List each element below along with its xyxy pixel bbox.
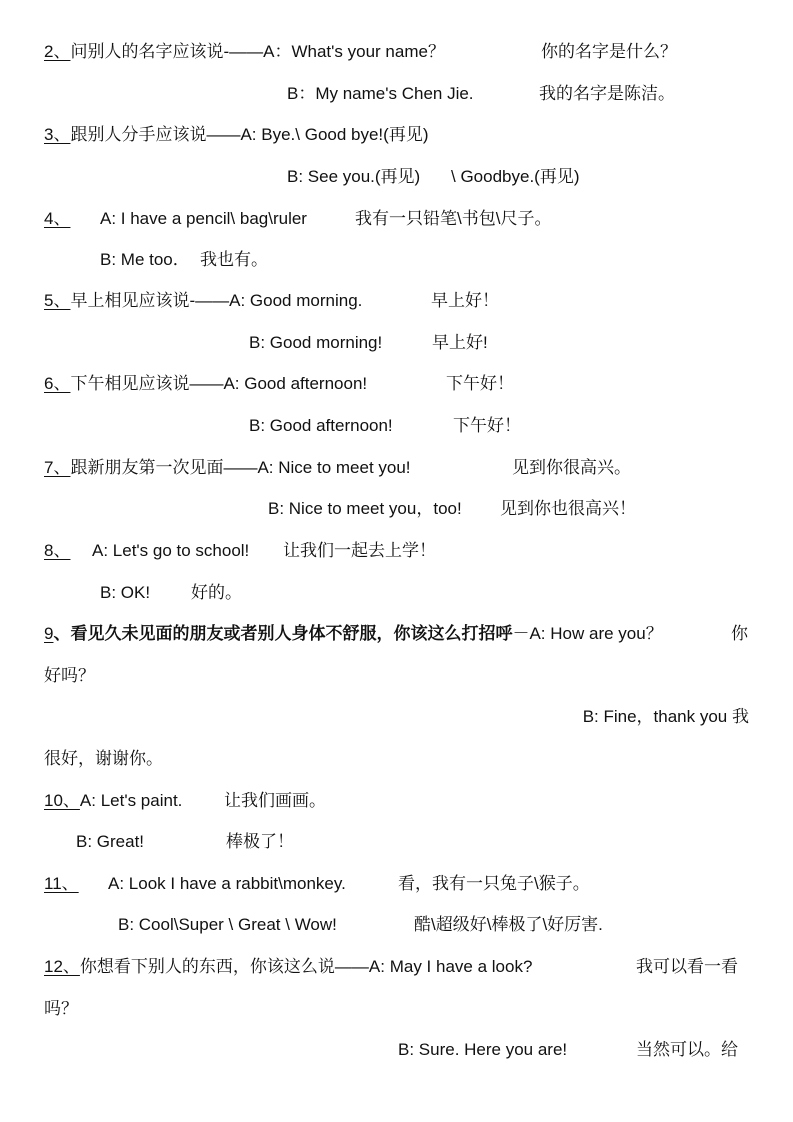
item-10-question bbox=[44, 789, 182, 813]
item-8-question bbox=[44, 539, 92, 563]
item-number: 5、 bbox=[44, 291, 71, 310]
item-12-question bbox=[44, 955, 532, 979]
item-4-question bbox=[44, 207, 98, 231]
item-label: 早上相见应该说-—— bbox=[70, 291, 230, 310]
chinese-translation: 让我们画画。 bbox=[224, 791, 326, 810]
item-7-answer-en: B: Nice to meet you，too! bbox=[268, 499, 462, 518]
item-number: 10、 bbox=[44, 791, 80, 810]
item-12-answer-en: B: Sure. Here you are! bbox=[398, 1040, 568, 1059]
item-number: 4、 bbox=[44, 209, 71, 228]
chinese-translation: 你的名字是什么？ bbox=[541, 42, 677, 61]
item-number: 2、 bbox=[44, 42, 71, 61]
english-text: A：What's your name？ bbox=[263, 42, 445, 61]
english-text: A: Good morning. bbox=[229, 291, 363, 310]
item-6-question bbox=[44, 372, 367, 396]
item-number: 12、 bbox=[44, 957, 80, 976]
item-8-chinese: 让我们一起去上学！ bbox=[283, 541, 436, 560]
item-number: 3、 bbox=[44, 125, 71, 144]
item-number: 7、 bbox=[44, 458, 71, 477]
item-2-question bbox=[44, 40, 445, 64]
chinese-translation: 见到你很高兴。 bbox=[512, 458, 631, 477]
item-number: 8、 bbox=[44, 541, 71, 560]
item-label: 下午相见应该说—— bbox=[70, 374, 224, 393]
item-5-question bbox=[44, 289, 362, 313]
item-8-english: A: Let's go to school! bbox=[92, 541, 250, 560]
chinese-translation: 早上好！ bbox=[431, 291, 499, 310]
item-number: 6、 bbox=[44, 374, 71, 393]
item-label: 、看见久未见面的朋友或者别人身体不舒服，你该这么打招呼 bbox=[53, 624, 513, 643]
item-10-answer-zh: 棒极了！ bbox=[226, 832, 294, 851]
chinese-translation: 下午好！ bbox=[446, 374, 514, 393]
item-9-translation-cont: 好吗？ bbox=[44, 666, 95, 685]
item-4-chinese: 我有一只铅笔\书包\尺子。 bbox=[355, 209, 552, 228]
item-label: 问别人的名字应该说-—— bbox=[70, 42, 264, 61]
item-6-answer-zh: 下午好！ bbox=[453, 416, 521, 435]
item-5-answer-zh: 早上好! bbox=[432, 333, 488, 352]
item-2-answer-en: B：My name's Chen Jie. bbox=[287, 84, 474, 103]
item-9-answer-cont: 很好，谢谢你。 bbox=[44, 749, 163, 768]
item-11-answer-zh: 酷\超级好\棒极了\好厉害. bbox=[414, 915, 603, 934]
item-3-answer-en: B: See you.(再见) bbox=[287, 167, 421, 186]
english-text: －A: How are you？ bbox=[512, 624, 663, 643]
item-11-chinese: 看，我有一只兔子\猴子。 bbox=[398, 874, 590, 893]
chinese-translation: 我可以看一看 bbox=[636, 957, 738, 976]
item-5-answer-en: B: Good morning! bbox=[249, 333, 383, 352]
item-11-answer-en: B: Cool\Super \ Great \ Wow! bbox=[118, 915, 337, 934]
item-label: 跟别人分手应该说—— bbox=[70, 125, 241, 144]
item-3-question bbox=[44, 123, 428, 147]
english-text: A: Let's paint. bbox=[79, 791, 183, 810]
item-label: 跟新朋友第一次见面—— bbox=[70, 458, 258, 477]
chinese-translation: 你 bbox=[731, 624, 748, 643]
item-11-english: A: Look I have a rabbit\monkey. bbox=[108, 874, 346, 893]
item-12-answer-zh: 当然可以。给 bbox=[636, 1040, 738, 1059]
item-11-question bbox=[44, 872, 103, 896]
item-8-answer-en: B: OK! bbox=[100, 583, 151, 602]
item-4-answer-en: B: Me too． bbox=[100, 250, 190, 269]
item-4-answer-zh: 我也有。 bbox=[200, 250, 268, 269]
item-12-translation-cont: 吗？ bbox=[44, 999, 78, 1018]
item-number: 11、 bbox=[44, 874, 79, 893]
item-2-answer-zh: 我的名字是陈洁。 bbox=[539, 84, 675, 103]
item-9-answer: B: Fine，thank you 我 bbox=[582, 707, 749, 726]
english-text: A: Good afternoon! bbox=[223, 374, 368, 393]
item-10-answer-en: B: Great! bbox=[76, 832, 145, 851]
english-text: A: May I have a look? bbox=[368, 957, 533, 976]
item-number: 9 bbox=[44, 624, 54, 643]
item-7-question bbox=[44, 456, 411, 480]
item-8-answer-zh: 好的。 bbox=[191, 583, 242, 602]
item-4-english: A: I have a pencil\ bag\ruler bbox=[100, 209, 307, 228]
english-text: A: Bye.\ Good bye!(再见) bbox=[240, 125, 429, 144]
item-3-answer-alt: \ Goodbye.(再见) bbox=[451, 167, 580, 186]
item-6-answer-en: B: Good afternoon! bbox=[249, 416, 393, 435]
item-7-answer-zh: 见到你也很高兴！ bbox=[500, 499, 636, 518]
item-9-question bbox=[44, 622, 663, 646]
item-label: 你想看下别人的东西，你该这么说—— bbox=[79, 957, 369, 976]
english-text: A: Nice to meet you! bbox=[257, 458, 411, 477]
